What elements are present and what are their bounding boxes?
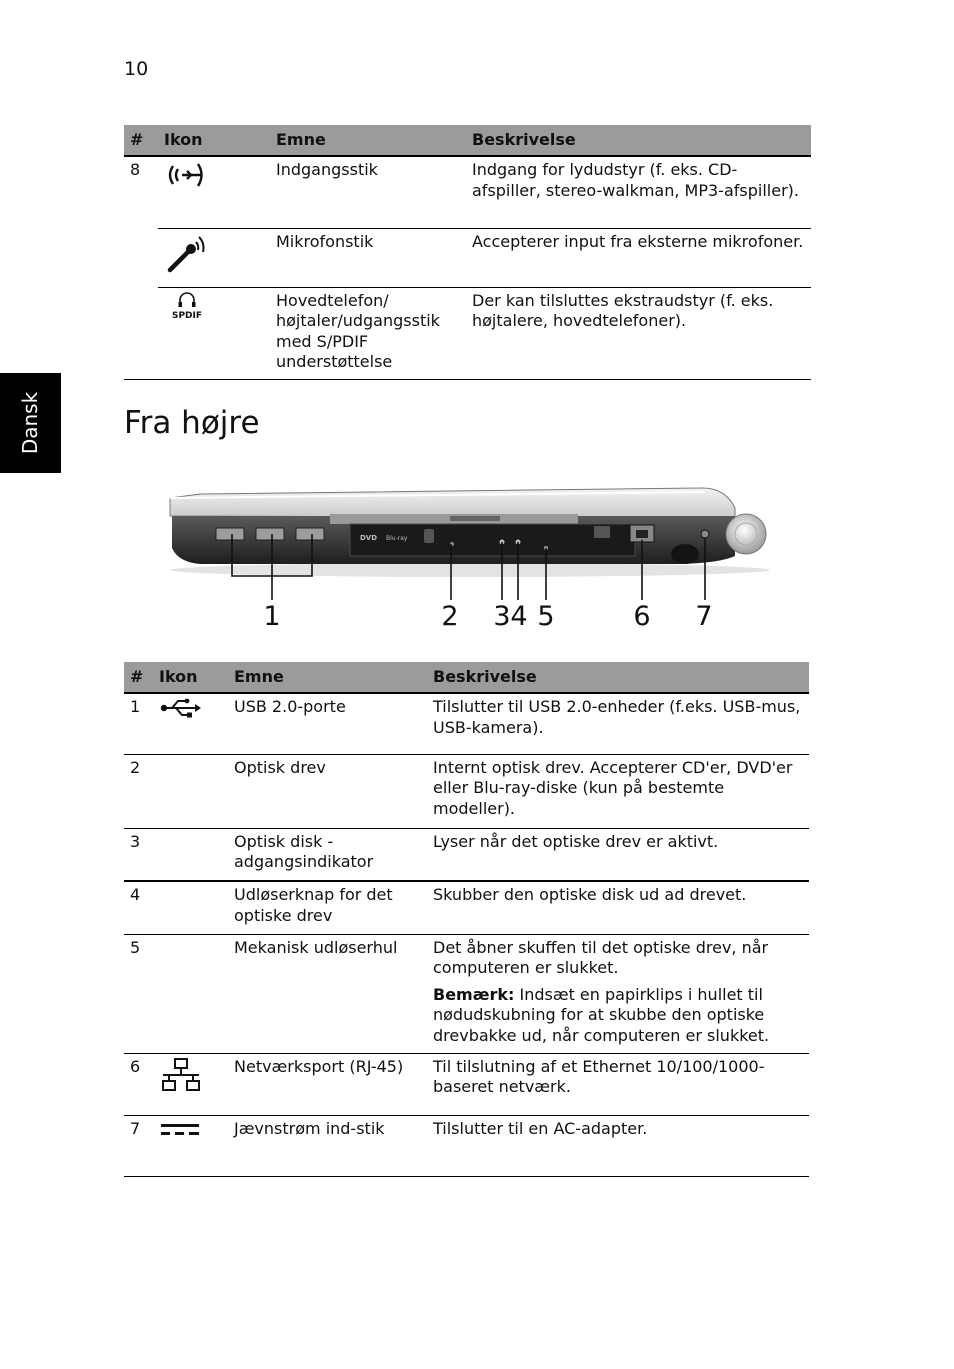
row-desc: Indgang for lydudstyr (f. eks. CD-afspiller, stereo-walkman, MP3-afspiller). bbox=[466, 156, 811, 228]
row-item: Mikrofonstik bbox=[270, 228, 466, 287]
row-num: 2 bbox=[124, 754, 153, 828]
dc-in-icon bbox=[159, 1119, 203, 1141]
table-row bbox=[124, 754, 809, 828]
dvd-logo: DVD bbox=[360, 534, 378, 542]
row-item: USB 2.0-porte bbox=[228, 693, 427, 754]
row-num bbox=[124, 287, 158, 379]
table-row bbox=[124, 693, 809, 754]
row-icon-cell bbox=[153, 754, 228, 828]
usb-port bbox=[296, 528, 324, 540]
line-in-icon bbox=[164, 160, 210, 190]
row-icon-cell bbox=[158, 228, 270, 287]
row-desc: Til tilslutning af et Ethernet 10/100/1000-baseret netværk. bbox=[427, 1053, 809, 1115]
callout-4: 4 bbox=[510, 601, 528, 632]
dc-in-port bbox=[701, 530, 709, 538]
table-row bbox=[124, 228, 811, 287]
row-icon-cell bbox=[153, 693, 228, 754]
header-desc: Beskrivelse bbox=[466, 125, 811, 156]
usb-icon bbox=[159, 697, 203, 719]
audio-ports-table bbox=[124, 125, 811, 380]
row-desc: Accepterer input fra eksterne mikrofoner. bbox=[466, 228, 811, 287]
row-note bbox=[433, 985, 803, 1047]
right-side-ports-table bbox=[124, 662, 809, 1177]
row-desc: Tilslutter til en AC-adapter. bbox=[427, 1115, 809, 1176]
row-icon-cell bbox=[153, 1115, 228, 1176]
row-desc: Der kan tilsluttes ekstraudstyr (f. eks. højtalere, hovedtelefoner). bbox=[466, 287, 811, 379]
row-num bbox=[124, 228, 158, 287]
note-label: Bemærk: bbox=[433, 984, 515, 1004]
row-desc bbox=[427, 934, 809, 1053]
row-num: 6 bbox=[124, 1053, 153, 1115]
row-icon-cell bbox=[158, 287, 270, 379]
laptop-right-side-figure bbox=[160, 478, 780, 638]
usb-port bbox=[216, 528, 244, 540]
row-icon-cell bbox=[153, 1053, 228, 1115]
note-text: Indsæt en papirklips i hullet til nødudskubning for at skubbe den optiske drevbakke ud, når computeren er slukket. bbox=[433, 984, 770, 1045]
header-num: # bbox=[124, 125, 158, 156]
row-num: 3 bbox=[124, 828, 153, 881]
table-header-row bbox=[124, 125, 811, 156]
hinge bbox=[726, 514, 766, 554]
header-item: Emne bbox=[270, 125, 466, 156]
section-title: Fra højre bbox=[124, 405, 260, 441]
language-tab bbox=[0, 373, 61, 473]
header-icon: Ikon bbox=[158, 125, 270, 156]
row-icon-cell bbox=[153, 881, 228, 934]
row-item: Netværksport (RJ-45) bbox=[228, 1053, 427, 1115]
bluray-logo: Blu-ray bbox=[386, 535, 408, 542]
row-desc-text: Det åbner skuffen til det optiske drev, når computeren er slukket. bbox=[433, 937, 769, 977]
header-desc: Beskrivelse bbox=[427, 662, 809, 693]
headphone-spdif-icon bbox=[164, 291, 210, 321]
row-desc: Tilslutter til USB 2.0-enheder (f.eks. USB-mus, USB-kamera). bbox=[427, 693, 809, 754]
page-number: 10 bbox=[124, 58, 149, 80]
row-num: 4 bbox=[124, 881, 153, 934]
table-header-row bbox=[124, 662, 809, 693]
header-num: # bbox=[124, 662, 153, 693]
row-item: Mekanisk udløserhul bbox=[228, 934, 427, 1053]
callout-5: 5 bbox=[537, 601, 555, 632]
row-num: 5 bbox=[124, 934, 153, 1053]
row-num: 1 bbox=[124, 693, 153, 754]
table-row bbox=[124, 156, 811, 228]
table-row bbox=[124, 287, 811, 379]
callout-6: 6 bbox=[633, 601, 651, 632]
row-item: Hovedtelefon/ højtaler/udgangsstik med S/PDIF understøttelse bbox=[270, 287, 466, 379]
row-num: 7 bbox=[124, 1115, 153, 1176]
language-tab-label: Dansk bbox=[18, 391, 42, 455]
row-desc: Lyser når det optiske drev er aktivt. bbox=[427, 828, 809, 881]
row-item: Optisk disk - adgangsindikator bbox=[228, 828, 427, 881]
row-desc: Skubber den optiske disk ud ad drevet. bbox=[427, 881, 809, 934]
callout-7: 7 bbox=[695, 601, 713, 632]
row-item: Jævnstrøm ind-stik bbox=[228, 1115, 427, 1176]
row-desc: Internt optisk drev. Accepterer CD'er, DVD'er eller Blu-ray-diske (kun på bestemte modeller). bbox=[427, 754, 809, 828]
usb-port bbox=[256, 528, 284, 540]
row-icon-cell bbox=[153, 934, 228, 1053]
row-item: Udløserknap for det optiske drev bbox=[228, 881, 427, 934]
row-item: Indgangsstik bbox=[270, 156, 466, 228]
table-row bbox=[124, 1053, 809, 1115]
header-item: Emne bbox=[228, 662, 427, 693]
row-num: 8 bbox=[130, 160, 141, 179]
table-row bbox=[124, 1115, 809, 1176]
row-icon-cell bbox=[158, 156, 270, 228]
callout-3: 3 bbox=[493, 601, 511, 632]
network-icon bbox=[159, 1057, 203, 1093]
callout-2: 2 bbox=[441, 601, 459, 632]
row-icon-cell bbox=[153, 828, 228, 881]
microphone-icon bbox=[164, 232, 210, 276]
callout-1: 1 bbox=[263, 601, 281, 632]
row-item: Optisk drev bbox=[228, 754, 427, 828]
header-icon: Ikon bbox=[153, 662, 228, 693]
spdif-label: SPDIF bbox=[171, 310, 203, 321]
table-row bbox=[124, 828, 809, 881]
table-row bbox=[124, 934, 809, 1053]
table-row bbox=[124, 881, 809, 934]
